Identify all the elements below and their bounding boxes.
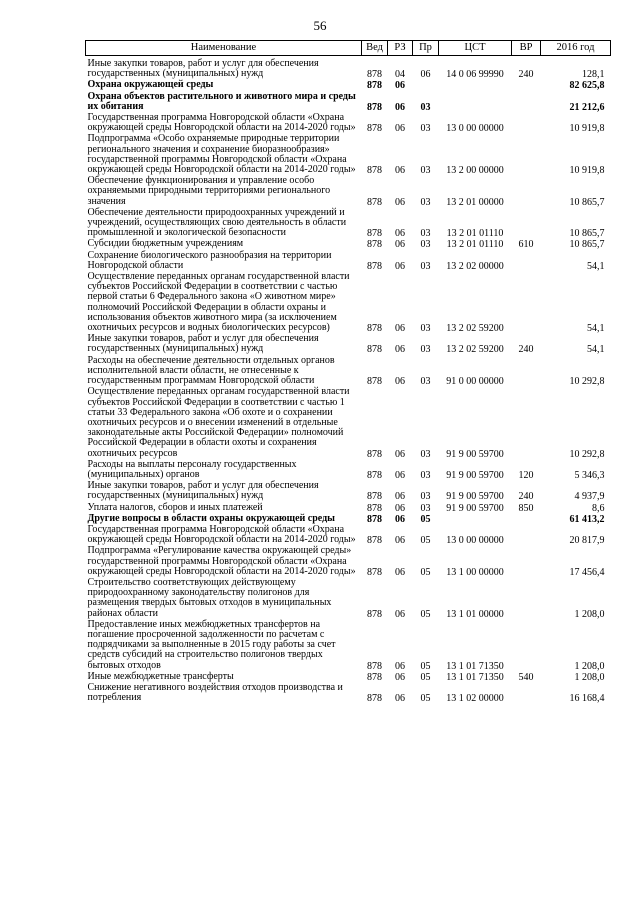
- row-name: Обеспечение функционирования и управление особо охраняемыми природными территориями регионального значения: [87, 175, 331, 207]
- row-name: Осуществление переданных органам государственной власти субъектов Российской Федерации в соответствии с частью первой статьи 6 Федерального закона «О животном мире» полномочий Российской Федерации в области охраны и использования объектов животного мира (за исключением охотничьих ресурсов и водных биологических ресурсов): [87, 271, 350, 334]
- row-vr: 240: [518, 69, 534, 81]
- row-name: Подпрограмма «Регулирование качества окружающей среды» государственной программы Новгородской области «Охрана окружающей среды Новгородской области на 2014-2020 годы»: [87, 545, 356, 577]
- row-vr: [512, 387, 541, 459]
- row-amount: 16 168,4: [569, 693, 605, 705]
- table-row: [86, 176, 611, 208]
- table-body: [86, 56, 611, 705]
- row-ved: 878: [367, 671, 382, 683]
- row-name: Иные межбюджетные трансферты: [87, 670, 234, 682]
- row-rz: 06: [395, 228, 405, 240]
- row-rz: 06: [395, 260, 405, 272]
- row-vr: [512, 620, 541, 672]
- row-rz: 06: [395, 608, 405, 620]
- row-cst: 13 1 01 71350: [446, 660, 504, 672]
- row-rz: 04: [395, 69, 405, 81]
- row-cst: 13 1 01 00000: [446, 608, 504, 620]
- row-amount: 21 212,6: [569, 101, 605, 113]
- row-ved: 878: [367, 123, 382, 135]
- row-name: Строительство соответствующих действующему природоохранному законодательству полигонов для размещения твердых бытовых отходов в муниципальных районах области: [87, 576, 332, 619]
- row-name: Другие вопросы в области охраны окружающей среды: [87, 512, 335, 524]
- row-vr: [512, 514, 541, 525]
- header-name: Наименование: [86, 41, 362, 56]
- row-ved: 878: [367, 535, 382, 547]
- row-amount: 5 346,3: [574, 469, 605, 481]
- row-amount: 61 413,2: [569, 513, 605, 525]
- row-name: Уплата налогов, сборов и иных платежей: [87, 501, 263, 513]
- row-cst: 13 0 00 00000: [446, 535, 504, 547]
- row-cst: 13 1 01 71350: [446, 671, 504, 683]
- row-ved: 878: [367, 323, 382, 335]
- table-row: [86, 578, 611, 620]
- row-amount: 10 865,7: [569, 239, 605, 251]
- row-vr: [512, 683, 541, 704]
- row-pr: 05: [420, 513, 431, 525]
- row-amount: 10 865,7: [569, 228, 605, 240]
- row-pr: 03: [420, 260, 431, 272]
- table-row: [86, 272, 611, 334]
- table-row: [86, 239, 611, 250]
- row-name: Иные закупки товаров, работ и услуг для обеспечения государственных (муниципальных) нужд: [87, 480, 319, 502]
- row-vr: [512, 546, 541, 578]
- table-row: [86, 356, 611, 388]
- row-pr: 03: [420, 123, 431, 135]
- row-amount: 1 208,0: [574, 671, 605, 683]
- row-cst: 13 2 01 01110: [446, 239, 504, 251]
- header-vr: ВР: [512, 41, 541, 56]
- row-name: Государственная программа Новгородской области «Охрана окружающей среды Новгородской области на 2014-2020 годы»: [87, 523, 356, 546]
- row-pr: 03: [420, 101, 431, 113]
- table-row: [86, 113, 611, 134]
- page-number: 56: [313, 18, 327, 33]
- row-amount: 20 817,9: [569, 535, 605, 547]
- row-rz: 06: [395, 196, 405, 208]
- row-pr: 05: [420, 566, 431, 578]
- budget-table: [85, 40, 611, 704]
- header-cst: ЦСТ: [439, 41, 512, 56]
- row-cst: 13 1 02 00000: [446, 693, 504, 705]
- row-vr: [512, 272, 541, 334]
- row-rz: 06: [395, 323, 405, 335]
- row-pr: 03: [420, 448, 431, 460]
- table-row: [86, 546, 611, 578]
- header-rz: РЗ: [388, 41, 413, 56]
- row-amount: 10 919,8: [569, 165, 605, 177]
- row-pr: 05: [420, 693, 431, 705]
- row-ved: 878: [367, 196, 382, 208]
- row-name: Сохранение биологического разнообразия на территории Новгородской области: [87, 249, 332, 271]
- row-vr: [512, 80, 541, 91]
- row-ved: 878: [367, 239, 382, 251]
- row-pr: 03: [420, 491, 431, 503]
- table-row: [86, 525, 611, 546]
- header-ved: Вед: [362, 41, 388, 56]
- row-ved: 878: [367, 376, 382, 388]
- row-vr: 540: [518, 671, 534, 683]
- row-rz: 06: [395, 660, 405, 672]
- row-name: Государственная программа Новгородской области «Охрана окружающей среды Новгородской области на 2014-2020 годы»: [87, 112, 356, 134]
- row-rz: 06: [395, 239, 405, 251]
- row-ved: 878: [367, 69, 382, 81]
- row-amount: 8,6: [592, 502, 605, 514]
- row-vr: 240: [518, 491, 534, 503]
- row-cst: 13 1 00 00000: [446, 566, 504, 578]
- row-pr: [413, 80, 439, 91]
- row-vr: [512, 176, 541, 208]
- row-pr: 05: [420, 660, 431, 672]
- row-rz: 06: [395, 502, 405, 514]
- row-vr: [512, 134, 541, 176]
- row-cst: [439, 92, 512, 113]
- row-cst: 91 0 00 00000: [446, 376, 504, 388]
- row-ved: 878: [367, 469, 382, 481]
- row-ved: 878: [367, 491, 382, 503]
- row-pr: 03: [420, 469, 431, 481]
- row-cst: [439, 80, 512, 91]
- row-name: Расходы на выплаты персоналу государственных (муниципальных) органов: [87, 458, 297, 480]
- row-amount: 4 937,9: [574, 491, 605, 503]
- row-pr: 03: [420, 228, 431, 240]
- table-header-row: [86, 41, 611, 56]
- row-cst: 13 2 00 00000: [446, 165, 504, 177]
- row-name: Субсидии бюджетным учреждениям: [87, 238, 244, 250]
- row-cst: 91 9 00 59700: [446, 469, 504, 481]
- row-amount: 1 208,0: [574, 608, 605, 620]
- row-rz: 06: [395, 101, 405, 113]
- row-rz: 06: [395, 693, 405, 705]
- row-pr: 03: [420, 344, 431, 356]
- row-cst: 13 2 02 00000: [446, 260, 504, 272]
- row-rz: 06: [395, 566, 405, 578]
- row-amount: 10 292,8: [569, 376, 605, 388]
- row-name: Иные закупки товаров, работ и услуг для обеспечения государственных (муниципальных) нужд: [87, 333, 319, 355]
- row-amount: 17 456,4: [569, 566, 605, 578]
- row-name: Иные закупки товаров, работ и услуг для обеспечения государственных (муниципальных) нужд: [87, 58, 319, 80]
- row-rz: 06: [395, 671, 405, 683]
- row-rz: 06: [395, 469, 405, 481]
- row-cst: 13 2 02 59200: [446, 344, 504, 356]
- row-ved: 878: [367, 260, 382, 272]
- row-name: Предоставление иных межбюджетных трансфертов на погашение просроченной задолженности по расчетам с подрядчиками за выполненные в 2015 году работы за счет средств субсидий на строительство полигонов твердых бытовых отходов: [87, 618, 336, 671]
- row-ved: 878: [367, 566, 382, 578]
- table-row: [86, 251, 611, 272]
- row-amount: 10 292,8: [569, 448, 605, 460]
- row-vr: 850: [518, 502, 534, 514]
- row-rz: 06: [395, 535, 405, 547]
- row-pr: 05: [420, 535, 431, 547]
- row-ved: 878: [367, 448, 382, 460]
- row-pr: 03: [420, 165, 431, 177]
- row-ved: 878: [367, 608, 382, 620]
- row-rz: 06: [395, 344, 405, 356]
- row-name: Охрана объектов растительного и животного мира и среды их обитания: [87, 90, 356, 112]
- row-name: Расходы на обеспечение деятельности отдельных органов исполнительной власти области, не отнесенные к государственным программам Новгородской области: [87, 354, 335, 387]
- row-rz: 06: [395, 80, 405, 92]
- row-cst: [439, 514, 512, 525]
- header-amount: 2016 год: [541, 41, 611, 56]
- row-cst: 91 9 00 59700: [446, 448, 504, 460]
- row-vr: [512, 356, 541, 388]
- row-cst: 91 9 00 59700: [446, 502, 504, 514]
- row-name: Охрана окружающей среды: [87, 79, 214, 91]
- row-ved: 878: [367, 101, 382, 113]
- row-ved: 878: [367, 228, 382, 240]
- row-amount: 10 865,7: [569, 196, 605, 208]
- row-vr: [512, 525, 541, 546]
- row-ved: 878: [367, 80, 382, 92]
- row-ved: 878: [367, 344, 382, 356]
- row-rz: 06: [395, 491, 405, 503]
- row-rz: 06: [395, 448, 405, 460]
- row-name: Осуществление переданных органам государственной власти субъектов Российской Федерации в соответствии с частью 1 статьи 33 Федерального закона «Об охоте и о сохранении охотничьих ресурсов и о внесении изменений в отдельные законодательные акты Российской Федерации» полномочий Российской Федерации в области охоты и сохранения охотничьих ресурсов: [87, 386, 350, 459]
- row-name: Обеспечение деятельности природоохранных учреждений и учреждений, осуществляющих свою деятельность в области промышленной и экологической безопасности: [87, 206, 347, 239]
- table-row: [86, 481, 611, 502]
- row-amount: 54,1: [587, 260, 605, 272]
- table-row: [86, 460, 611, 481]
- row-amount: 54,1: [587, 323, 605, 335]
- row-vr: [512, 578, 541, 620]
- row-pr: 03: [420, 196, 431, 208]
- row-ved: 878: [367, 502, 382, 514]
- row-cst: 13 2 02 59200: [446, 323, 504, 335]
- row-rz: 06: [395, 123, 405, 135]
- row-vr: [512, 208, 541, 240]
- row-pr: 03: [420, 323, 431, 335]
- row-vr: 610: [518, 239, 534, 251]
- row-ved: 878: [367, 660, 382, 672]
- row-ved: 878: [367, 513, 382, 525]
- row-vr: [512, 113, 541, 134]
- row-pr: 05: [420, 608, 431, 620]
- row-rz: 06: [395, 513, 405, 525]
- row-amount: 54,1: [587, 344, 605, 356]
- row-cst: 13 2 01 01110: [446, 228, 504, 240]
- row-name: Подпрограмма «Особо охраняемые природные территории регионального значения и сохранение биоразнообразия» государственной программы Новгородской области «Охрана окружающей среды Новгородской области на 2014-2020 годы»: [87, 133, 356, 176]
- row-rz: 06: [395, 165, 405, 177]
- row-cst: 91 9 00 59700: [446, 491, 504, 503]
- row-amount: 82 625,8: [569, 80, 605, 92]
- table-row: [86, 208, 611, 240]
- row-cst: 14 0 06 99990: [446, 69, 504, 81]
- row-pr: 05: [420, 671, 431, 683]
- table-row: [86, 683, 611, 704]
- header-pr: Пр: [413, 41, 439, 56]
- row-pr: 06: [420, 69, 431, 81]
- table-row: [86, 56, 611, 81]
- row-vr: [512, 251, 541, 272]
- table-row: [86, 134, 611, 176]
- table-row: [86, 387, 611, 459]
- table-row: [86, 80, 611, 91]
- row-name: Снижение негативного воздействия отходов производства и потребления: [87, 681, 343, 704]
- row-cst: 13 0 00 00000: [446, 123, 504, 135]
- row-amount: 1 208,0: [574, 660, 605, 672]
- table-row: [86, 620, 611, 672]
- row-vr: [512, 92, 541, 113]
- row-amount: 10 919,8: [569, 123, 605, 135]
- row-pr: 03: [420, 502, 431, 514]
- table-row: [86, 92, 611, 113]
- row-pr: 03: [420, 376, 431, 388]
- row-ved: 878: [367, 165, 382, 177]
- row-ved: 878: [367, 693, 382, 705]
- row-rz: 06: [395, 376, 405, 388]
- row-cst: 13 2 01 00000: [446, 196, 504, 208]
- row-pr: 03: [420, 239, 431, 251]
- row-amount: 128,1: [582, 69, 605, 81]
- row-vr: 240: [518, 344, 534, 356]
- table-row: [86, 334, 611, 355]
- row-vr: 120: [518, 469, 534, 481]
